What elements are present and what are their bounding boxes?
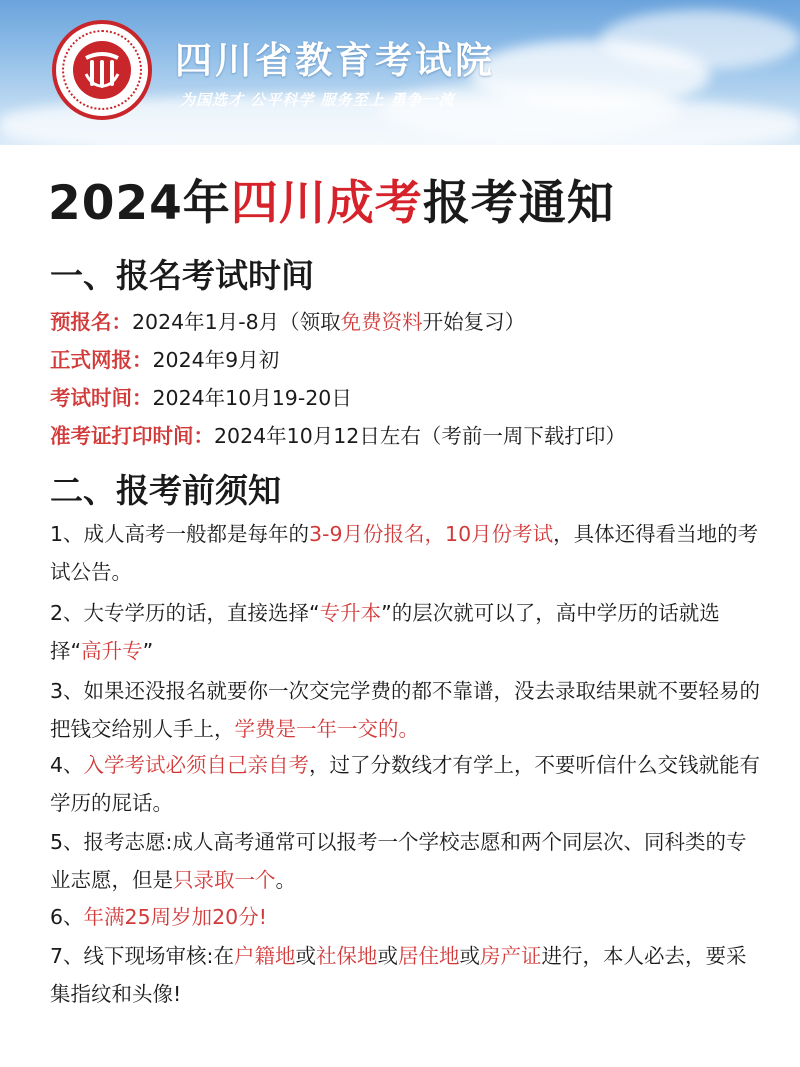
header-banner: [0, 0, 800, 145]
item-text: ，具体还得看当地的考试公告。: [50, 522, 759, 584]
item-highlight: 入学考试必须自己亲自考: [83, 753, 310, 777]
row-label: 正式网报：: [50, 348, 153, 372]
title-highlight: 四川成考: [230, 176, 423, 231]
info-row-prereg: [50, 305, 525, 335]
row-label: 准考证打印时间：: [50, 424, 214, 448]
notice-item-1: [50, 515, 762, 591]
item-highlight: 3-9月份报名，10月份考试: [309, 522, 554, 546]
item-highlight: 户籍地: [233, 944, 296, 968]
item-highlight: 社保地: [315, 944, 378, 968]
item-highlight: 年满25周岁加20分!: [83, 905, 267, 929]
logo-emblem-icon: [72, 40, 132, 100]
item-text: ”: [142, 639, 154, 663]
item-text: 或: [377, 944, 398, 968]
page-title: [48, 166, 768, 233]
item-text: 或: [295, 944, 316, 968]
notice-item-5: [50, 823, 762, 899]
item-highlight: 只录取一个: [173, 868, 276, 892]
row-text: 开始复习）: [422, 310, 526, 334]
item-highlight: 居住地: [397, 944, 460, 968]
item-text: 6、: [50, 905, 84, 929]
cloud: [600, 10, 800, 70]
item-highlight: 房产证: [479, 944, 542, 968]
item-text: 7、线下现场审核:在: [50, 944, 234, 968]
item-text: 1、成人高考一般都是每年的: [50, 522, 310, 546]
row-text: 2024年10月19-20日: [152, 386, 352, 410]
row-label: 考试时间：: [50, 386, 153, 410]
item-text: 2、大专学历的话，直接选择“: [50, 601, 320, 625]
info-row-exam-time: [50, 381, 352, 411]
item-highlight: 专升本: [319, 601, 382, 625]
title-year: 2024年: [48, 176, 231, 231]
item-highlight: 高升专: [81, 639, 143, 663]
row-text: 2024年10月12日左右（考前一周下载打印）: [214, 424, 626, 448]
info-row-official-reg: [50, 343, 279, 373]
item-text: 或: [459, 944, 480, 968]
item-text: 4、: [50, 753, 84, 777]
row-text: 2024年9月初: [152, 348, 280, 372]
item-text: 进行，本人必去，要采集指纹和头像!: [50, 944, 747, 1006]
section2-heading: 二、报考前须知: [50, 471, 281, 510]
row-label: 预报名：: [50, 310, 132, 334]
slogan: 为国选才 公平科学 服务至上 勇争一流: [180, 91, 455, 109]
notice-item-3: [50, 672, 762, 748]
item-text: ”的层次就可以了，高中学历的话就选择“: [50, 601, 720, 663]
notice-item-2: [50, 594, 762, 670]
exam-institute-logo: [52, 20, 152, 120]
item-text: 3、如果还没报名就要你一次交完学费的都不靠谱，没去录取结果就不要轻易的把钱交给别人手上，: [50, 679, 761, 741]
notice-item-7: [50, 937, 762, 1013]
item-text: ，过了分数线才有学上，不要听信什么交钱就能有学历的屁话。: [50, 753, 761, 815]
row-highlight: 免费资料: [340, 310, 423, 334]
row-text: 2024年1月-8月（领取: [132, 310, 341, 334]
title-rest: 报考通知: [422, 176, 615, 231]
section1-heading: 一、报名考试时间: [50, 256, 314, 295]
org-name: 四川省教育考试院: [175, 38, 495, 82]
item-text: 5、报考志愿:成人高考通常可以报考一个学校志愿和两个同层次、同科类的专业志愿，但是: [50, 830, 747, 892]
notice-item-4: [50, 746, 762, 822]
item-text: 。: [275, 868, 296, 892]
item-highlight: 学费是一年一交的。: [234, 717, 419, 741]
info-row-admission-print: [50, 419, 626, 449]
notice-item-6: [50, 898, 762, 936]
